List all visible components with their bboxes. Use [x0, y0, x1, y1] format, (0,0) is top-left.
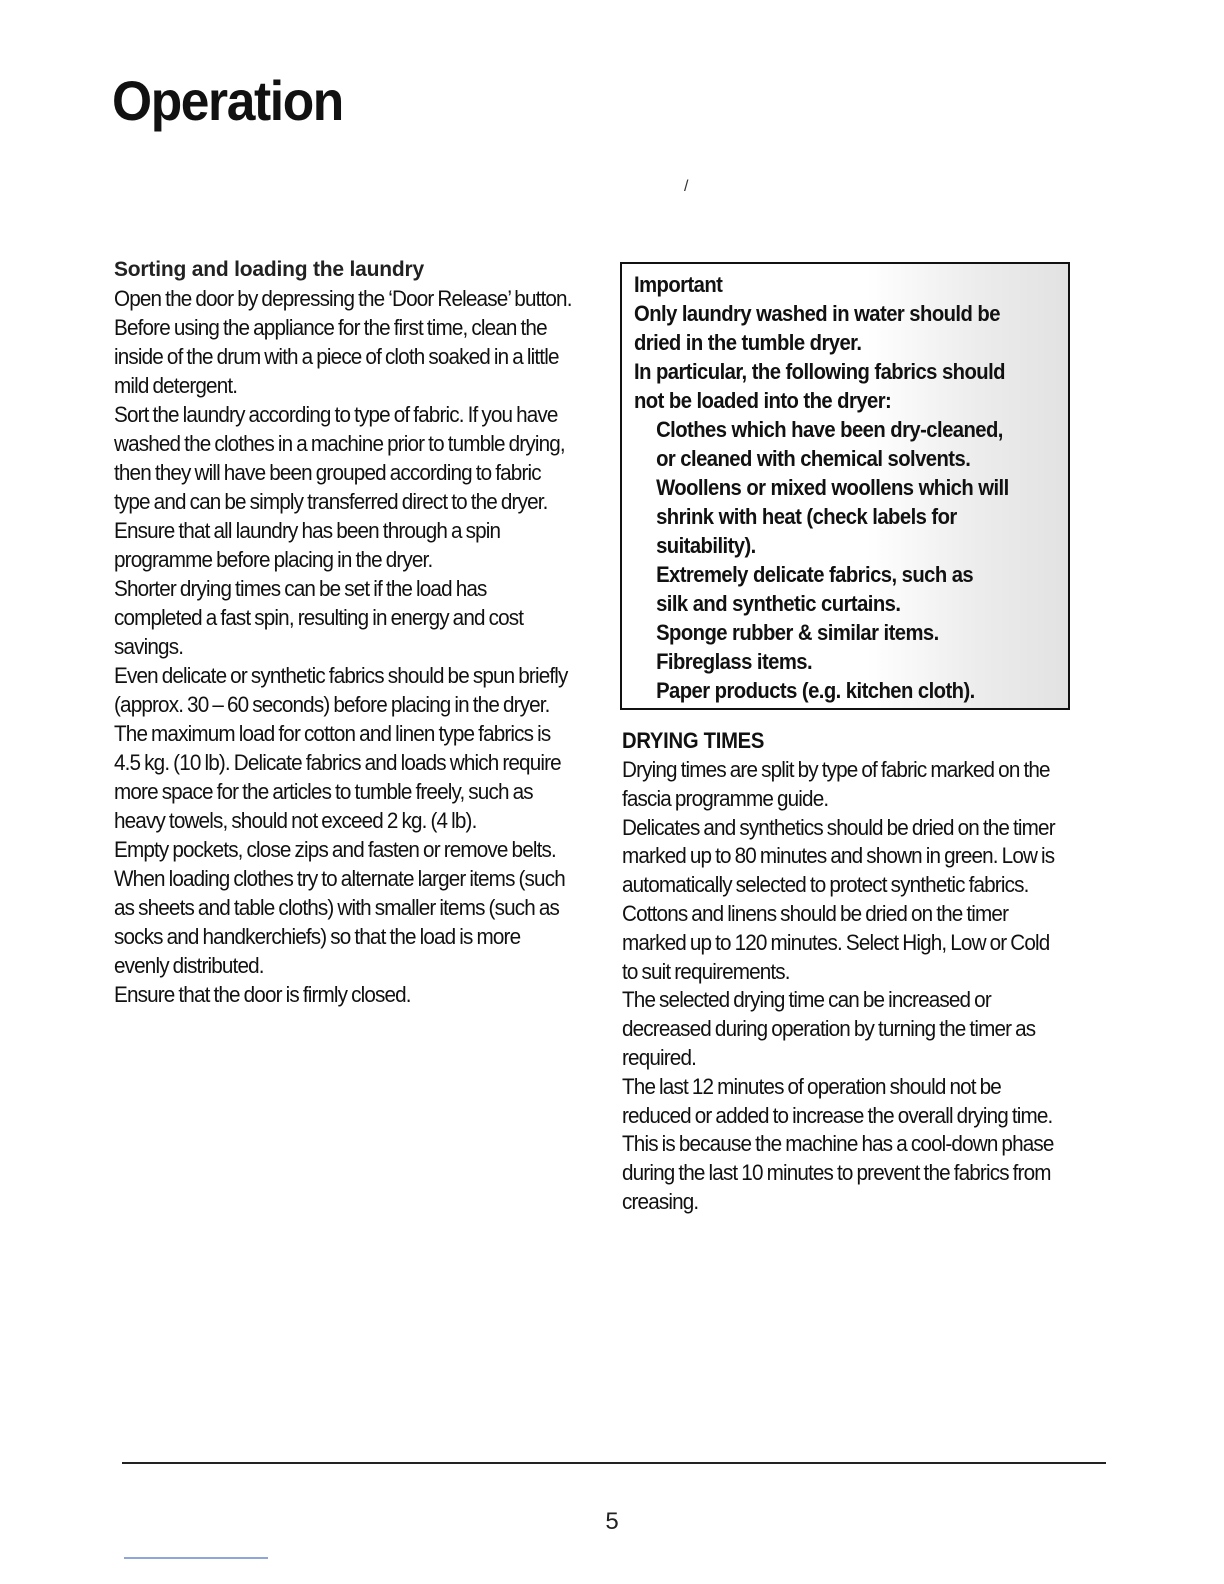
important-list-item: Fibreglass items.: [656, 649, 813, 674]
important-box: [620, 262, 1070, 710]
sorting-paragraph: Sort the laundry according to type of fabric. If you have washed the clothes in a machine prior to tumble drying, then they will have been grouped according to fabric type and can be simply transferred direct to the dryer.: [114, 402, 565, 514]
important-text: dried in the tumble dryer.: [634, 330, 862, 355]
drying-paragraph: Cottons and linens should be dried on the timer marked up to 120 minutes. Select High, Low or Cold to suit requirements.: [622, 900, 1050, 984]
sorting-heading: Sorting and loading the laundry: [114, 258, 424, 281]
drying-times-section: [622, 728, 1062, 1217]
sorting-paragraph: Even delicate or synthetic fabrics should be spun briefly (approx. 30 – 60 seconds) before placing in the dryer.: [114, 663, 568, 717]
stray-mark: /: [684, 178, 689, 195]
sorting-paragraph: Ensure that the door is firmly closed.: [114, 982, 411, 1007]
drying-paragraph: The selected drying time can be increased or decreased during operation by turning the timer as required.: [622, 987, 1036, 1070]
important-list-item: Clothes which have been dry-cleaned,: [656, 417, 1003, 442]
sorting-paragraph: When loading clothes try to alternate larger items (such as sheets and table cloths) with smaller items (such as socks and handkerchiefs) so that the load is more evenly distributed.: [114, 866, 565, 978]
drying-paragraph: The last 12 minutes of operation should not be reduced or added to increase the overall drying time. This is because the machine has a cool-down phase during the last 10 minutes to prevent the fabrics from creasing.: [622, 1073, 1054, 1214]
important-list-item: silk and synthetic curtains.: [656, 591, 901, 616]
drying-paragraph: Delicates and synthetics should be dried on the timer marked up to 80 minutes and shown in green. Low is automatically selected to protect synthetic fabrics.: [622, 814, 1055, 898]
important-list-item: Sponge rubber & similar items.: [656, 620, 939, 645]
important-heading: Important: [634, 272, 723, 297]
sorting-paragraph: Ensure that all laundry has been through a spin programme before placing in the dryer.: [114, 518, 501, 572]
sorting-paragraph: The maximum load for cotton and linen type fabrics is 4.5 kg. (10 lb). Delicate fabrics and loads which require more space for the articles to tumble freely, such as heavy towels, should not exceed 2 kg. (4 lb).: [114, 721, 561, 833]
sorting-paragraph: Open the door by depressing the ‘Door Release’ button. Before using the appliance for the first time, clean the inside of the drum with a piece of cloth soaked in a little mild detergent.: [114, 286, 572, 398]
drying-times-heading: DRYING TIMES: [622, 728, 765, 753]
important-text: not be loaded into the dryer:: [634, 388, 892, 413]
sorting-section: [114, 258, 574, 1009]
important-list-item: Paper products (e.g. kitchen cloth).: [656, 678, 975, 703]
important-text: In particular, the following fabrics should: [634, 359, 1005, 384]
important-list-item: suitability).: [656, 533, 756, 558]
page-number-text: 5: [605, 1508, 619, 1535]
important-list-item: shrink with heat (check labels for: [656, 504, 957, 529]
important-text: Only laundry washed in water should be: [634, 301, 1000, 326]
bottom-edge-rule: [124, 1557, 268, 1559]
sorting-paragraph: Shorter drying times can be set if the load has completed a fast spin, resulting in energy and cost savings.: [114, 576, 524, 659]
important-list-item: or cleaned with chemical solvents.: [656, 446, 971, 471]
important-list-item: Woollens or mixed woollens which will: [656, 475, 1009, 500]
footer-divider: [122, 1462, 1106, 1464]
drying-paragraph: Drying times are split by type of fabric marked on the fascia programme guide.: [622, 757, 1050, 811]
page-number: [0, 1508, 1224, 1536]
page-title: Operation: [112, 69, 343, 132]
important-list-item: Extremely delicate fabrics, such as: [656, 562, 974, 587]
sorting-paragraph: Empty pockets, close zips and fasten or remove belts.: [114, 837, 556, 862]
